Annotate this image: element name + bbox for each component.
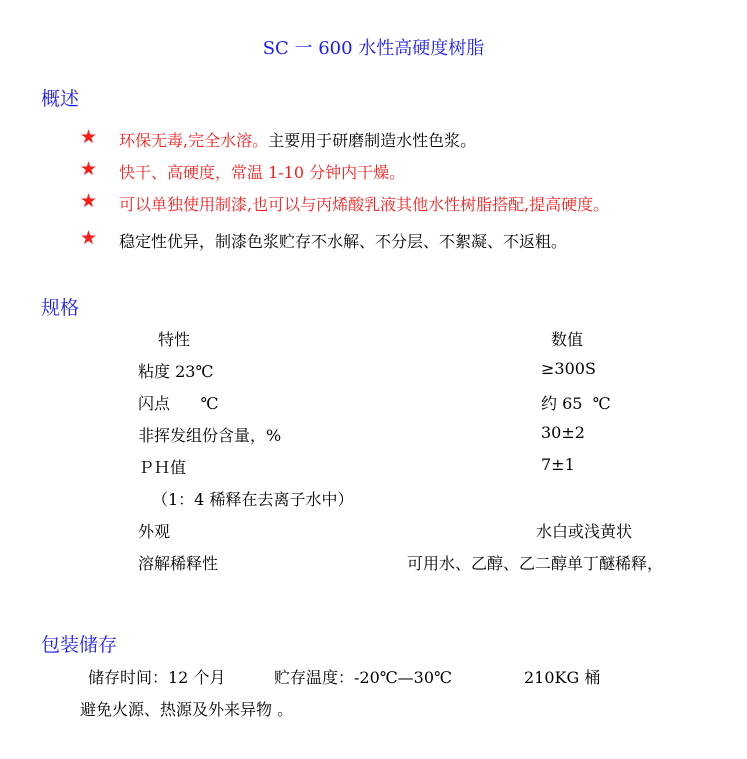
spec-value-flash-point: 约 65 ℃ bbox=[541, 394, 611, 413]
spec-value-viscosity: ≥300S bbox=[541, 359, 596, 378]
spec-value-solubility: 可用水、乙醇、乙二醇单丁醚稀释， bbox=[407, 554, 664, 573]
overview-bullet-3: 可以单独使用制漆,也可以与丙烯酸乳液其他水性树脂搭配,提高硬度。 bbox=[119, 195, 610, 214]
spec-property-solubility: 溶解稀释性 bbox=[138, 554, 219, 573]
overview-bullet-1: 环保无毒,完全水溶。主要用于研磨制造水性色浆。 bbox=[119, 131, 477, 150]
star-icon: ★ bbox=[80, 126, 98, 148]
spec-property-ph: ＰＨ值 bbox=[138, 458, 187, 477]
packaging-heading: 包装储存 bbox=[41, 634, 118, 656]
specs-col-property: 特性 bbox=[158, 330, 191, 349]
spec-property-appearance: 外观 bbox=[138, 522, 171, 541]
overview-heading: 概述 bbox=[41, 88, 80, 110]
overview-bullet-2: 快干、高硬度，常温 1-10 分钟内干燥。 bbox=[119, 163, 406, 182]
drum-size: 210KG 桶 bbox=[524, 668, 601, 687]
spec-property-flash-point: 闪点 ℃ bbox=[138, 394, 219, 413]
star-icon: ★ bbox=[80, 158, 98, 180]
storage-temperature: 贮存温度：-20℃—30℃ bbox=[274, 668, 452, 687]
storage-warning: 避免火源、热源及外来异物 。 bbox=[80, 700, 294, 719]
spec-value-solids: 30±2 bbox=[541, 423, 585, 442]
spec-value-ph: 7±1 bbox=[541, 455, 575, 474]
star-icon: ★ bbox=[80, 227, 98, 249]
spec-value-appearance: 水白或浅黄状 bbox=[536, 522, 633, 541]
page-title: SC 一 600 水性高硬度树脂 bbox=[262, 38, 485, 59]
specs-col-value: 数值 bbox=[551, 330, 584, 349]
spec-property-solids: 非挥发组份含量，% bbox=[138, 426, 282, 445]
star-icon: ★ bbox=[80, 190, 98, 212]
spec-property-viscosity: 粘度 23℃ bbox=[138, 362, 214, 381]
spec-note-dilution: （1：4 稀释在去离子水中） bbox=[152, 490, 354, 509]
specs-heading: 规格 bbox=[41, 297, 80, 319]
shelf-life: 储存时间：12 个月 bbox=[88, 668, 226, 687]
overview-bullet-4: 稳定性优异，制漆色浆贮存不水解、不分层、不絮凝、不返粗。 bbox=[119, 232, 568, 251]
